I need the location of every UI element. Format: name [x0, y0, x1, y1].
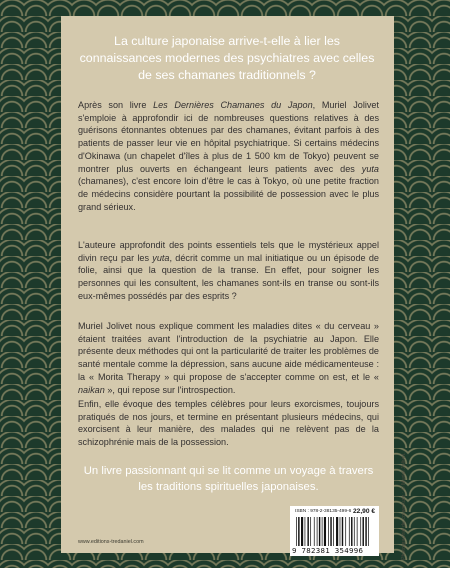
barcode-digits: 9 782381 354996 [292, 546, 364, 555]
paragraph-1: Après son livre Les Dernières Chamanes du Japon, Muriel Jolivet s'emploie à approfondir ici de nombreuses questions relatives à des guérisons étonnantes obtenues par des chamanes, évitant parfois à des patients de passer leur vie en hôpital psychiatrique. Si certains médecins d'Okinawa (un chapelet d'îles à plus de 1 500 km de Tokyo) peuvent se montrer plus ouverts en échangeant leurs patients avec des yuta (chamanes), c'est encore loin d'être le cas à Tokyo, où une petite fraction de médecins considère pourtant la possibilité de possession avec le plus grand sérieux. [78, 100, 380, 212]
barcode-bar [336, 517, 338, 546]
barcode-bar [363, 517, 364, 546]
barcode-bar [368, 517, 369, 546]
tagline: Un livre passionnant qui se lit comme un voyage à travers les traditions spirituelles japonaises. [83, 465, 374, 493]
price: 22,90 € [353, 508, 375, 515]
barcode-bar [296, 517, 297, 546]
barcode-bars [296, 517, 371, 546]
photo-credit: Photographie de couverture : © Muriel Jolivet. [401, 452, 407, 560]
publisher-website: www.editions-tredaniel.com [78, 539, 144, 545]
intro-question: La culture japonaise arrive-t-elle à lier les connaissances modernes des psychiatres avec celles de ses chamanes traditionnels ? [79, 34, 375, 82]
isbn: ISBN : 978-2-38135-499-6 [295, 509, 352, 514]
barcode-bar [317, 517, 318, 546]
paragraph-4: Enfin, elle évoque des temples célèbres pour leurs exorcismes, toujours pratiqués de nos jours, et termine en présentant plusieurs médecins, qui exorcisent à leur manière, des malades qui ne relèvent pas de la schizophrénie mais de la possession. [78, 399, 379, 448]
barcode-bar [322, 517, 323, 546]
barcode-bar [310, 517, 311, 546]
barcode-bar [324, 517, 326, 546]
paragraph-2: L'auteure approfondit des points essentiels tels que le mystérieux appel divin reçu par les yuta, décrit comme un mal initiatique ou un épisode de folie, ainsi que la question de la transe. En effet, pour soigner les personnes qui les consultent, les chamanes sont-ils en transe ou sont-ils eux-mêmes possédés par des esprits ? [78, 240, 379, 301]
barcode-bar [305, 517, 306, 546]
barcode-bar [351, 517, 352, 546]
paragraph-3: Muriel Jolivet nous explique comment les maladies dites « du cerveau » étaient traitées avant l'introduction de la psychiatrie au Japon. Elle présente deux méthodes qui ont la particularité de traiter les problèmes de santé mentale comme la dépression, sans aucune aide médicamenteuse : la « Morita Therapy » qui propose de s'accepter comme on est, et le « naikan », qui repose sur l'introspection. [78, 321, 379, 395]
barcode-bar [333, 517, 334, 546]
barcode-bar [298, 517, 299, 546]
barcode-bar [365, 517, 366, 546]
barcode-bar [340, 517, 341, 546]
barcode-bar [307, 517, 308, 546]
barcode-bar [319, 517, 320, 546]
barcode-bar [360, 517, 361, 546]
book-title: Les Dernières Chamanes du Japon [153, 100, 313, 110]
barcode-bar [357, 517, 358, 546]
barcode-bar [301, 517, 303, 546]
barcode-bar [349, 517, 350, 546]
barcode-bar [314, 517, 315, 546]
barcode-bar [342, 517, 343, 546]
barcode-bar [328, 517, 329, 546]
barcode-bar [345, 517, 346, 546]
barcode-bar [330, 517, 331, 546]
barcode-bar [354, 517, 355, 546]
barcode-box [290, 506, 379, 556]
